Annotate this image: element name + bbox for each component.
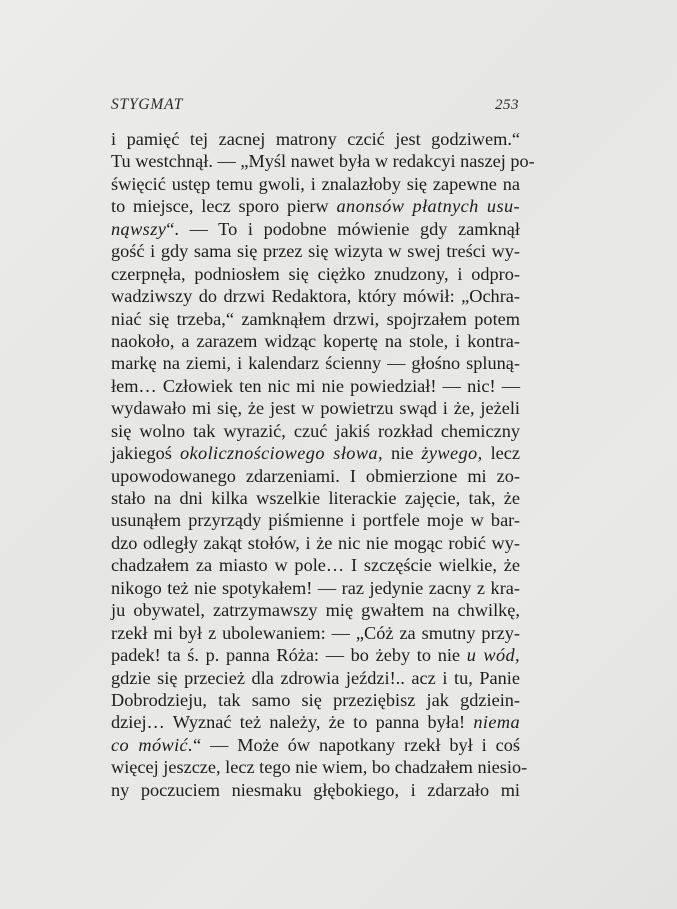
text-line [111,599,520,621]
text-line [111,509,520,531]
italic-phrase: okolicznościowego słowa, [179,443,383,464]
text-run: wydawało mi się, że jest w powietrzu swąd i że, jeżeli [111,398,520,419]
text-line [111,532,520,554]
text-run: nie [382,443,422,464]
text-line [111,150,535,172]
text-line [111,263,520,285]
text-line [111,577,520,599]
text-run: lecz [482,443,521,464]
text-line [111,779,520,801]
text-line [111,330,520,352]
text-line [111,308,520,330]
text-run: naokoło, a zarazem widząc kopertę na stole, i kontra- [111,330,520,351]
text-run: Tu westchnął. — „Myśl nawet była w redakcyi naszej po- [111,151,535,172]
text-line [111,734,520,756]
text-run: gdzie się przecież dla zdrowia jeździ!.. acz i tu, Panie [111,667,520,688]
text-line [111,644,520,666]
text-line [111,442,520,464]
text-run: święcić ustęp temu gwoli, i znalazłoby się zapewne na [111,173,520,194]
text-run: dzo odległy zakąt stołów, i że nic nie mogąc robić wy- [111,532,520,553]
running-head [111,96,519,118]
text-run: chadzałem za miasto w pole… I szczęście wielkie, że [111,555,520,576]
italic-phrase: u wód, [466,645,520,666]
text-run: jakiegoś [111,443,180,464]
italic-phrase: żywego, [421,443,483,464]
text-run: stało na dni kilka wszelkie literackie zajęcie, tak, że [111,488,520,508]
text-run: rzekł mi był z ubolewaniem: — „Cóż za smutny przy- [111,622,520,643]
italic-phrase: anonsów płatnych usu- [336,196,520,217]
text-run: “. — To i podobne mówienie gdy zamknął [166,218,520,239]
text-line [111,352,520,374]
text-line [111,465,520,487]
text-run: usunąłem przyrządy piśmienne i portfele moje w bar- [111,510,520,531]
text-run: łem… Człowiek ten nic mi nie powiedział! — nic! — [111,375,520,396]
text-line [111,218,520,240]
text-line [111,667,520,689]
text-run: ju obywatel, zatrzymawszy mię gwałtem na chwilkę, [111,600,520,621]
text-line [111,622,520,644]
text-line [111,756,528,778]
text-line [111,195,520,217]
text-run: gość i gdy sama się przez się wizyta w swej treści wy- [111,241,520,262]
text-run: nikogo też nie spotykałem! — raz jedynie zacny z kra- [111,577,520,598]
text-run: dziej… Wyznać też należy, że to panna była! [111,712,474,733]
text-line [111,689,520,711]
text-run: padek! ta ś. p. panna Róża: — bo żeby to nie [111,645,467,666]
text-line [111,285,520,307]
running-title: STYGMAT [111,96,184,113]
text-line [111,397,520,419]
text-run: niać się trzeba,“ zamknąłem drzwi, spojrzałem potem [111,308,520,329]
italic-phrase: niema [473,712,520,733]
text-run: “ — Może ów napotkany rzekł był i coś [193,734,520,755]
text-line [111,173,520,195]
text-line [111,554,520,576]
italic-phrase: nąwszy [111,218,167,239]
text-run: ny poczuciem niesmaku głębokiego, i zdarzało mi [111,779,520,800]
text-run: czerpnęła, podniosłem się ciężko znudzony, i odpro- [111,263,520,284]
italic-phrase: co mówić. [111,734,194,755]
text-run: więcej jeszcze, lecz tego nie wiem, bo chadzałem niesio- [111,757,528,778]
text-line [111,487,520,509]
text-line [111,240,520,262]
text-line [111,711,520,733]
text-run: upowodowanego zdarzeniami. I obmierzione mi zo- [111,465,520,486]
text-run: Dobrodzieju, tak samo się przeziębisz jak gdziein- [111,689,520,710]
text-run: markę na ziemi, i kalendarz ścienny — głośno spluną- [111,353,520,374]
text-run: to miejsce, lecz sporo pierw [111,196,337,217]
text-line [111,128,520,150]
body-text [111,128,535,801]
page-number: 253 [495,97,519,113]
text-run: i pamięć tej zacnej matrony czcić jest godziwem.“ [111,129,520,149]
text-line [111,420,520,442]
text-run: się wolno tak wyrazić, czuć jakiś rozkład chemiczny [111,420,520,441]
text-run: wadziwszy do drzwi Redaktora, który mówił: „Ochra- [111,286,520,307]
text-line [111,375,520,397]
